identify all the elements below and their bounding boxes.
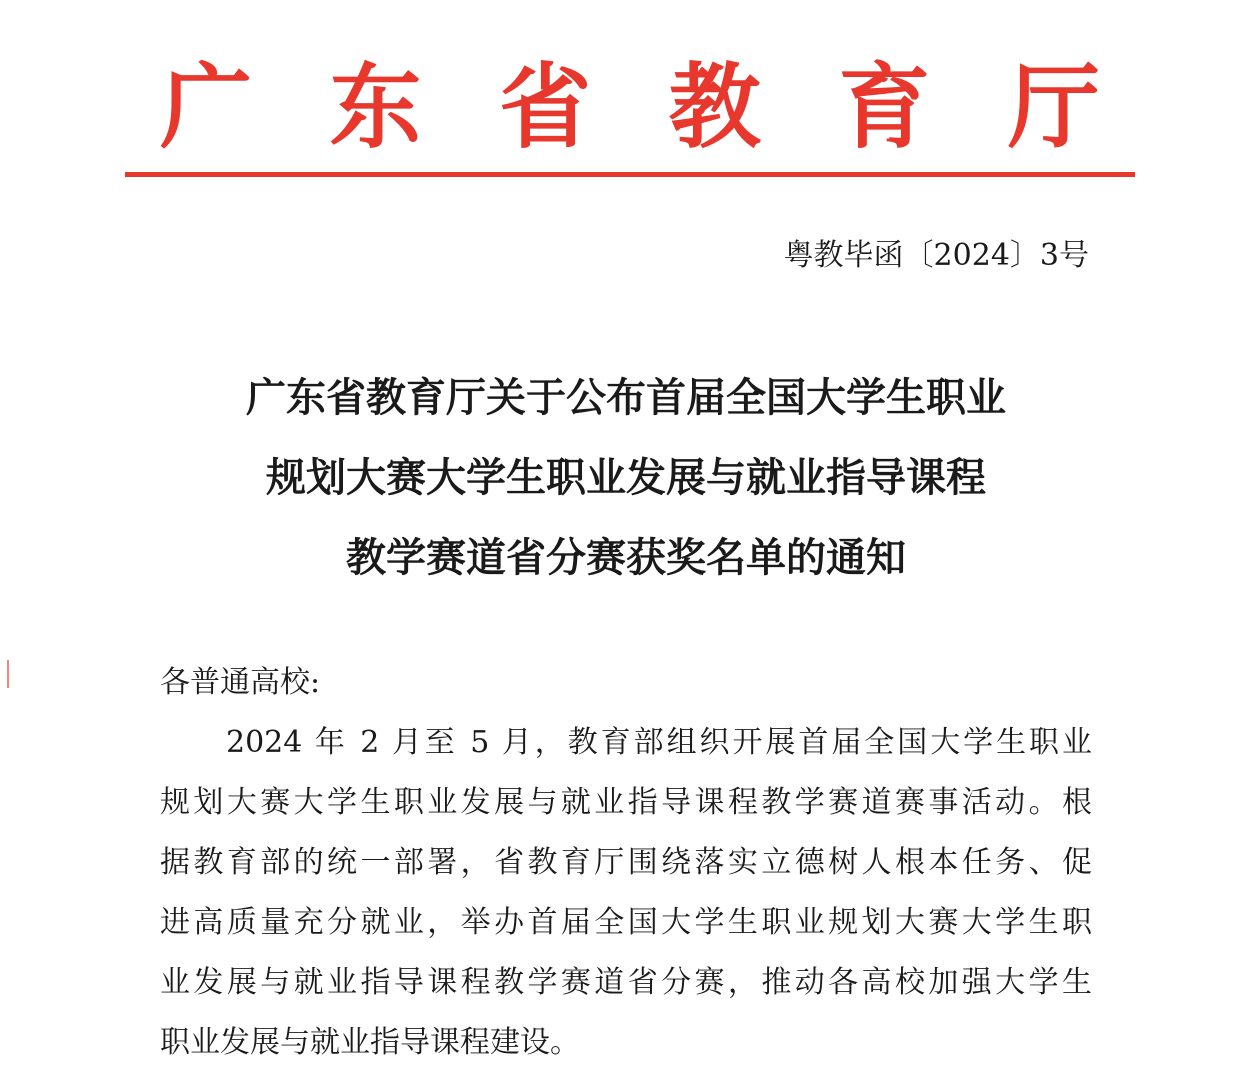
salutation: 各普通高校:: [160, 665, 321, 700]
letterhead-char: 广: [160, 54, 253, 161]
title-line: 教学赛道省分赛获奖名单的通知: [346, 535, 906, 581]
body-line: 业发展与就业指导课程教学赛道省分赛，推动各高校加强大学生: [160, 965, 1092, 1000]
body-line: 进高质量充分就业，举办首届全国大学生职业规划大赛大学生职: [160, 905, 1092, 940]
letterhead-char: 教: [668, 54, 761, 161]
body-line: 据教育部的统一部署，省教育厅围绕落实立德树人根本任务、促: [160, 845, 1092, 880]
letterhead-char: 育: [838, 54, 931, 161]
margin-mark: [7, 660, 9, 688]
issuer-letterhead: [160, 54, 1100, 161]
document-number: 粤教毕函〔2024〕3号: [783, 238, 1089, 273]
letterhead-char: 省: [499, 54, 592, 161]
letterhead-char: 厅: [1007, 54, 1100, 161]
document-title: [160, 358, 1092, 598]
letterhead-char: 东: [329, 54, 422, 161]
letterhead-divider: [125, 172, 1135, 177]
title-line: 广东省教育厅关于公布首届全国大学生职业: [246, 375, 1006, 421]
body-line: 职业发展与就业指导课程建设。: [160, 1025, 580, 1060]
body-line: 规划大赛大学生职业发展与就业指导课程教学赛道赛事活动。根: [160, 785, 1092, 820]
title-line: 规划大赛大学生职业发展与就业指导课程: [266, 455, 986, 501]
body-line: 2024 年 2 月至 5 月，教育部组织开展首届全国大学生职业: [226, 725, 1092, 760]
body-paragraph: [160, 713, 1092, 1073]
